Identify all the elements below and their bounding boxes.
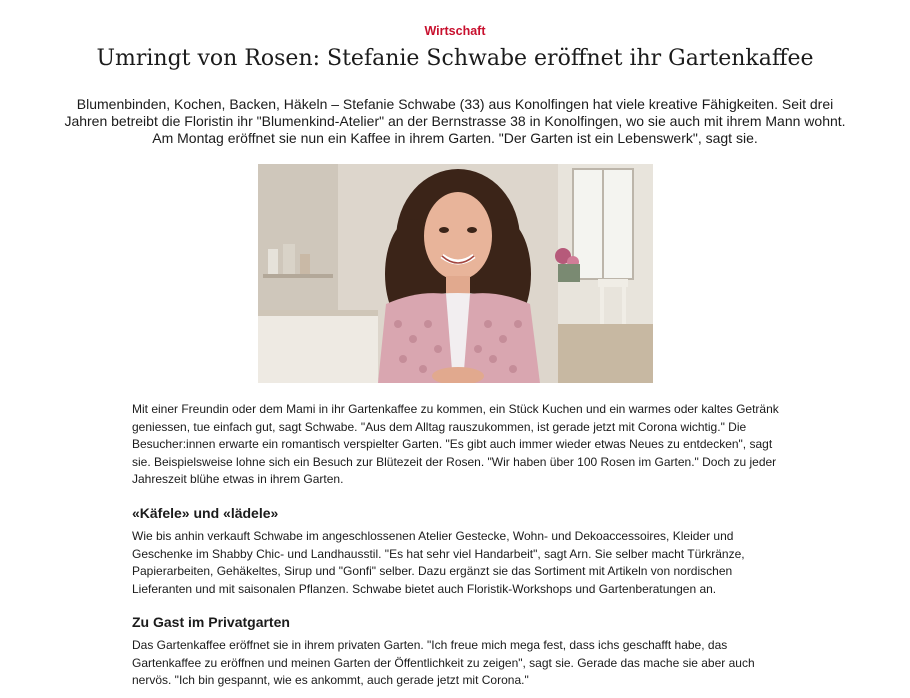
article-paragraph: Das Gartenkaffee eröffnet sie in ihrem privaten Garten. "Ich freue mich mega fest, dass ichs geschafft habe, das Gartenkaffee zu eröffnen und meinen Garten der Öffentlichkeit zu zeigen", sagt sie. Gerade das mache sie aber auch nervös. "Ich bin gespannt, wie es ankommt, auch gerade jetzt mit Corona.": [132, 638, 755, 687]
section-heading: Zu Gast im Privatgarten: [132, 614, 290, 630]
section-heading: «Käfele» und «lädele»: [132, 505, 279, 521]
article-lead: Blumenbinden, Kochen, Backen, Häkeln – Stefanie Schwabe (33) aus Konolfingen hat viele kreative Fähigkeiten. Seit drei Jahren betreibt die Floristin ihr "Blumenkind-Atelier" an der Bernstrasse 38 in Konolfingen, wo sie auch mit ihrem Mann wohnt. Am Montag eröffnet sie nun ein Kaffee in ihrem Garten. "Der Garten ist ein Lebenswerk", sagt sie.: [64, 96, 846, 146]
category-label[interactable]: Wirtschaft: [424, 24, 486, 38]
article-photo: [258, 164, 653, 383]
article-paragraph: Wie bis anhin verkauft Schwabe im angeschlossenen Atelier Gestecke, Wohn- und Dekoaccessoires, Kleider und Geschenke im Shabby Chic- und Landhausstil. "Es hat sehr viel Handarbeit", sagt Arn. Sie selber macht Türkränze, Papierarbeiten, Gehäkeltes, Sirup und "Gonfi" selber. Dazu ergänzt sie das Sortiment mit Artikeln von nordischen Lieferanten und mit saisonalen Pflanzen. Schwabe bietet auch Floristik-Workshops und Gartenberatungen an.: [132, 529, 745, 596]
article-paragraph: Mit einer Freundin oder dem Mami in ihr Gartenkaffee zu kommen, ein Stück Kuchen und ein warmes oder kaltes Getränk geniessen, tue einfach gut, sagt Schwabe. "Aus dem Alltag rauszukommen, ist gerade jetzt mit Corona wichtig." Die Besucher:innen erwarte ein romantisch verspielter Garten. "Es gibt auch immer wieder etwas Neues zu entdecken", sagt sie. Beispielsweise lohne sich ein Besuch zur Blütezeit der Rosen. "Wir haben über 100 Rosen im Garten." Doch zu jeder Jahreszeit blühe etwas in ihrem Garten.: [132, 402, 779, 486]
article-title: Umringt von Rosen: Stefanie Schwabe eröffnet ihr Gartenkaffee: [96, 46, 814, 71]
